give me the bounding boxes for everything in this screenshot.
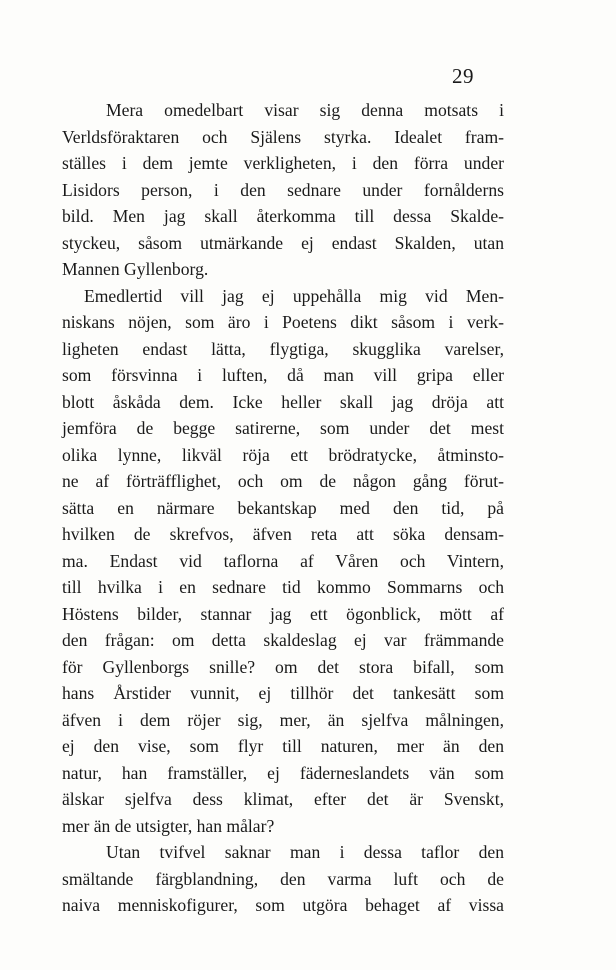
- text-line: Mera omedelbart visar sig denna motsats i: [106, 100, 504, 120]
- text-line: Höstens bilder, stannar jag ett ögonblick, mött af: [62, 603, 504, 624]
- text-line: sätta en närmare bekantskap med den tid, på: [62, 497, 504, 518]
- text-line: blott åskåda dem. Icke heller skall jag dröja att: [62, 391, 504, 412]
- text-line: hans Årstider vunnit, ej tillhör det tankesätt som: [62, 683, 504, 703]
- text-line: ligheten endast lätta, flygtiga, skugglika varelser,: [62, 338, 504, 359]
- text-line: hvilken de skrefvos, äfven reta att söka densam-: [62, 524, 504, 544]
- text-line: älskar sjelfva dess klimat, efter det är Svenskt,: [62, 789, 504, 809]
- text-line: ej den vise, som flyr till naturen, mer än den: [62, 736, 504, 756]
- text-line: för Gyllenborgs snille? om det stora bifall, som: [62, 656, 504, 677]
- text-line: ne af förträfflighet, och om de någon gång förut-: [62, 471, 504, 491]
- text-line: olika lynne, likväl röja ett brödratycke, åtminsto-: [62, 444, 504, 465]
- page-number: 29: [452, 64, 474, 88]
- text-line: Lisidors person, i den sednare under fornålderns: [62, 179, 504, 200]
- text-line: Emedlertid vill jag ej uppehålla mig vid Men-: [84, 285, 504, 306]
- text-line: naiva menniskofigurer, som utgöra behaget af vissa: [62, 895, 504, 915]
- text-line: Mannen Gyllenborg.: [62, 259, 209, 279]
- text-line: ställes i dem jemte verkligheten, i den förra under: [62, 153, 504, 173]
- text-line: äfven i dem röjer sig, mer, än sjelfva målningen,: [62, 709, 504, 730]
- text-line: styckeu, såsom utmärkande ej endast Skalden, utan: [62, 232, 504, 253]
- text-line: jemföra de begge satirerne, som under det mest: [62, 418, 504, 438]
- text-line: ma. Endast vid taflorna af Våren och Vintern,: [62, 550, 504, 571]
- text-line: mer än de utsigter, han målar?: [62, 815, 275, 836]
- body-text: [62, 97, 504, 919]
- text-line: natur, han framställer, ej fäderneslandets vän som: [62, 762, 504, 783]
- text-line: smältande färgblandning, den varma luft och de: [62, 868, 504, 889]
- text-line: Utan tvifvel saknar man i dessa taflor den: [106, 842, 504, 862]
- text-line: till hvilka i en sednare tid kommo Sommarns och: [62, 577, 504, 597]
- text-line: bild. Men jag skall återkomma till dessa Skalde-: [62, 206, 504, 226]
- text-line: niskans nöjen, som äro i Poetens dikt såsom i verk-: [62, 312, 504, 332]
- text-line: den frågan: om detta skaldeslag ej var främmande: [62, 630, 504, 650]
- text-line: som försvinna i luften, då man vill gripa eller: [62, 365, 504, 385]
- text-line: Verldsföraktaren och Själens styrka. Idealet fram-: [62, 126, 504, 147]
